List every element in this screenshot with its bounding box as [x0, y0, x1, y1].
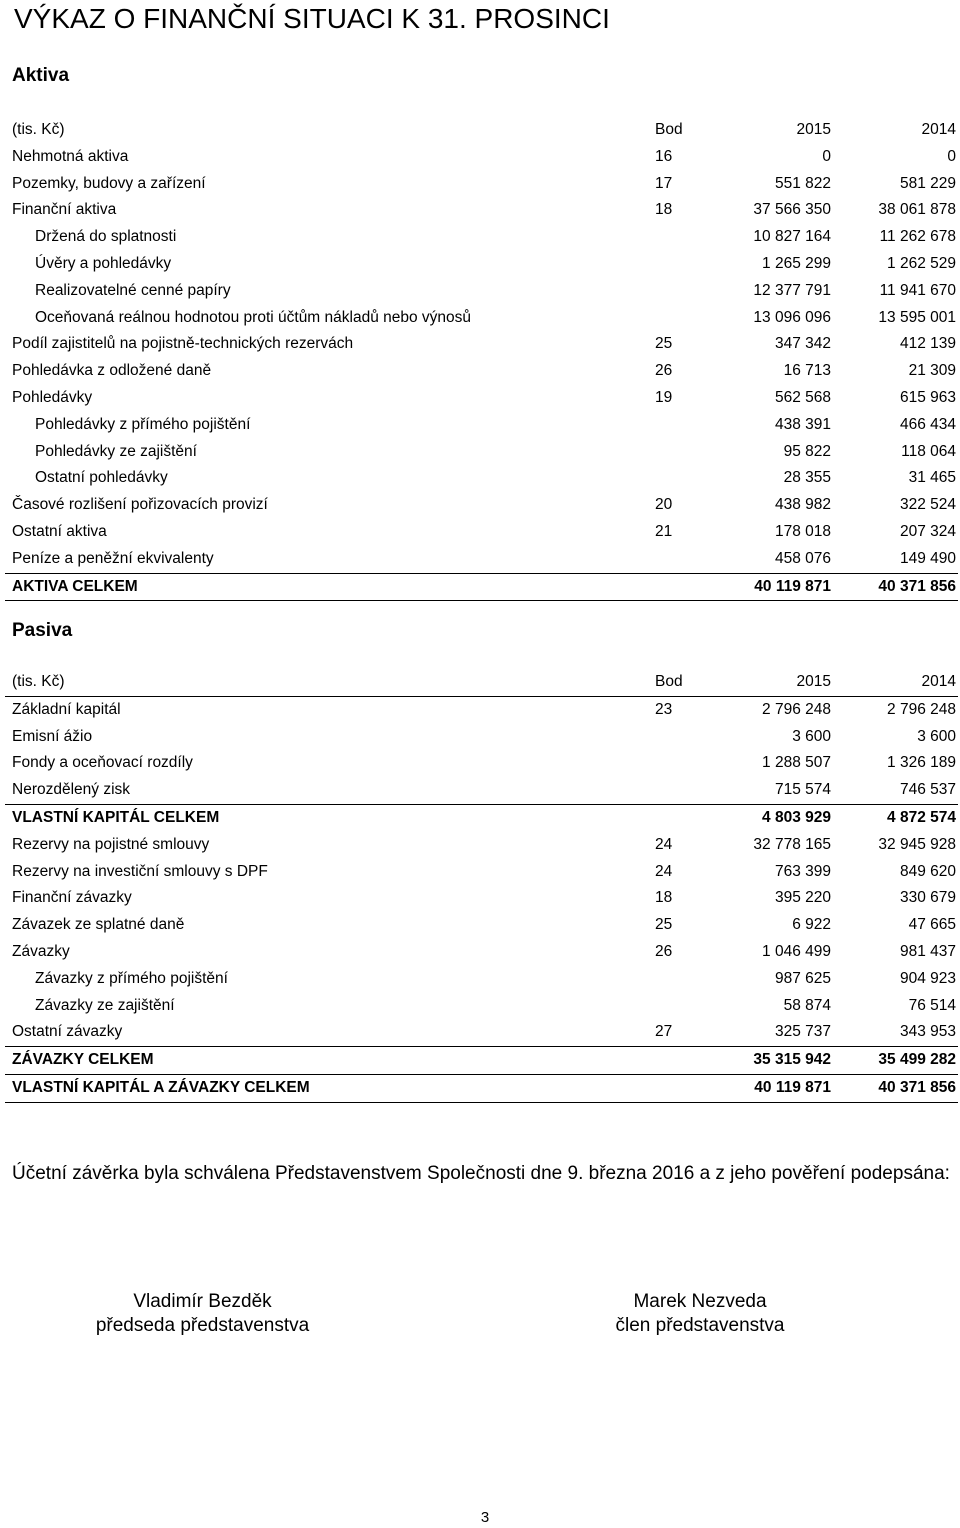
row-label: Úvěry a pohledávky: [35, 254, 172, 272]
value-2014: 3 600: [917, 727, 956, 745]
value-2014: 11 941 670: [879, 281, 956, 299]
value-2015: 395 220: [774, 889, 831, 907]
row-label: Rezervy na investiční smlouvy s DPF: [12, 862, 268, 880]
value-2015: 1 288 507: [762, 754, 831, 772]
value-2015: 1 265 299: [762, 254, 831, 272]
value-2014: 2 796 248: [887, 700, 956, 718]
value-2015: 551 822: [774, 174, 831, 192]
year-2014-header: 2014: [921, 673, 956, 690]
value-2014: 32 945 928: [878, 835, 956, 853]
value-2015: 438 391: [774, 415, 831, 433]
liabilities-table: [5, 669, 958, 1103]
value-2015: 58 874: [783, 996, 831, 1014]
liabilities-table-header: [5, 669, 958, 697]
total-row: [5, 1074, 958, 1103]
value-2014: 1 326 189: [887, 754, 956, 772]
note-ref: 17: [655, 174, 673, 192]
table-row: [5, 331, 958, 358]
row-label: Závazky ze zajištění: [35, 996, 175, 1014]
table-row: [5, 966, 958, 993]
row-label: Ostatní závazky: [12, 1023, 123, 1041]
value-2014: 149 490: [899, 549, 956, 567]
note-ref: 25: [655, 335, 673, 353]
signatory-role: předseda představenstva: [95, 1315, 310, 1336]
row-label: Finanční závazky: [12, 889, 132, 907]
value-2014: 330 679: [899, 889, 956, 907]
row-label: Pohledávky: [12, 388, 93, 406]
note-ref: 27: [655, 1023, 673, 1041]
value-2014: 849 620: [899, 862, 956, 880]
row-label: Závazky z přímého pojištění: [35, 969, 228, 987]
table-row: [5, 885, 958, 912]
value-2014: 21 309: [908, 362, 956, 380]
value-2014: 13 595 001: [878, 308, 956, 326]
value-2014: 207 324: [899, 522, 956, 540]
value-2015: 35 315 942: [753, 1051, 831, 1069]
note-ref: 25: [655, 916, 673, 934]
signatory-name: Marek Nezveda: [633, 1291, 767, 1312]
page-title: VÝKAZ O FINANČNÍ SITUACI K 31. PROSINCI: [14, 3, 610, 34]
row-label: ZÁVAZKY CELKEM: [12, 1051, 154, 1069]
value-2015: 13 096 096: [753, 308, 831, 326]
row-label: Ostatní pohledávky: [35, 469, 168, 487]
liabilities-table-body: [5, 697, 958, 1103]
row-label: VLASTNÍ KAPITÁL A ZÁVAZKY CELKEM: [12, 1078, 310, 1096]
note-ref: 24: [655, 862, 673, 880]
assets-table: [5, 117, 958, 601]
note-ref: 16: [655, 147, 673, 165]
value-2015: 3 600: [792, 727, 831, 745]
table-row: [5, 412, 958, 439]
value-2014: 35 499 282: [878, 1051, 956, 1069]
table-row: [5, 519, 958, 546]
year-2015-header: 2015: [796, 673, 831, 690]
table-row: [5, 171, 958, 198]
table-row: [5, 144, 958, 171]
note-ref: 26: [655, 362, 673, 380]
value-2014: 322 524: [899, 496, 956, 514]
table-row: [5, 385, 958, 412]
row-label: Podíl zajistitelů na pojistně-technických rezervách: [12, 335, 354, 353]
table-row: [5, 305, 958, 332]
table-row: [5, 358, 958, 385]
value-2014: 76 514: [908, 996, 956, 1014]
row-label: Pozemky, budovy a zařízení: [12, 174, 206, 192]
total-row: [5, 1046, 958, 1074]
value-2015: 95 822: [783, 442, 831, 460]
note-ref: 26: [655, 942, 673, 960]
unit-label: (tis. Kč): [12, 121, 65, 138]
table-row: [5, 439, 958, 466]
value-2015: 12 377 791: [753, 281, 831, 299]
row-label: Peníze a peněžní ekvivalenty: [12, 549, 214, 567]
note-ref: 20: [655, 496, 673, 514]
value-2014: 981 437: [899, 942, 956, 960]
year-2015-header: 2015: [796, 121, 831, 138]
value-2014: 47 665: [908, 916, 956, 934]
value-2015: 562 568: [774, 388, 831, 406]
table-row: [5, 546, 958, 573]
year-2014-header: 2014: [921, 121, 956, 138]
value-2015: 347 342: [774, 335, 831, 353]
value-2015: 458 076: [774, 549, 831, 567]
row-label: Pohledávka z odložené daně: [12, 362, 212, 380]
note-ref: 18: [655, 889, 673, 907]
row-label: Ostatní aktiva: [12, 522, 107, 540]
value-2015: 987 625: [774, 969, 831, 987]
value-2015: 178 018: [774, 522, 831, 540]
table-row: [5, 750, 958, 777]
row-label: Nerozdělený zisk: [12, 781, 131, 799]
value-2014: 1 262 529: [887, 254, 956, 272]
assets-table-header: [5, 117, 958, 144]
row-label: Realizovatelné cenné papíry: [35, 281, 231, 299]
row-label: Držená do splatnosti: [35, 228, 177, 246]
row-label: Oceňovaná reálnou hodnotou proti účtům nákladů nebo výnosů: [35, 308, 472, 326]
note-column-header: Bod: [655, 121, 683, 138]
value-2014: 466 434: [899, 415, 956, 433]
table-row: [5, 278, 958, 305]
value-2015: 4 803 929: [762, 808, 831, 826]
value-2015: 32 778 165: [753, 835, 831, 853]
table-row: [5, 465, 958, 492]
signatory-1: [60, 1290, 345, 1338]
row-label: Finanční aktiva: [12, 201, 117, 219]
row-label: Závazek ze splatné daně: [12, 916, 185, 934]
table-row: [5, 993, 958, 1020]
approval-statement: Účetní závěrka byla schválena Představenstvem Společnosti dne 9. března 2016 a z jeho pověření podepsána:: [12, 1163, 950, 1184]
table-row: [5, 859, 958, 886]
total-row: [5, 804, 958, 832]
table-row: [5, 197, 958, 224]
value-2015: 10 827 164: [753, 228, 831, 246]
liabilities-heading: Pasiva: [12, 620, 73, 641]
row-label: Časové rozlišení pořizovacích provizí: [12, 496, 268, 514]
row-label: Rezervy na pojistné smlouvy: [12, 835, 210, 853]
signatory-2: [590, 1290, 810, 1338]
table-row: [5, 912, 958, 939]
value-2015: 37 566 350: [753, 201, 831, 219]
table-row: [5, 492, 958, 519]
signatory-name: Vladimír Bezděk: [133, 1291, 272, 1312]
total-row: [5, 573, 958, 602]
value-2015: 438 982: [774, 496, 831, 514]
assets-table-body: [5, 144, 958, 602]
value-2014: 581 229: [899, 174, 956, 192]
value-2014: 31 465: [908, 469, 956, 487]
value-2015: 40 119 871: [754, 1078, 831, 1096]
value-2014: 11 262 678: [879, 228, 956, 246]
value-2015: 1 046 499: [762, 942, 831, 960]
table-row: [5, 251, 958, 278]
note-column-header: Bod: [655, 673, 683, 690]
value-2015: 28 355: [783, 469, 831, 487]
value-2014: 38 061 878: [878, 201, 956, 219]
table-row: [5, 832, 958, 859]
value-2014: 4 872 574: [887, 808, 956, 826]
value-2015: 2 796 248: [762, 700, 831, 718]
note-ref: 23: [655, 700, 673, 718]
table-row: [5, 224, 958, 251]
table-row: [5, 777, 958, 804]
table-row: [5, 1019, 958, 1046]
value-2014: 40 371 856: [878, 1078, 956, 1096]
row-label: Emisní ážio: [12, 727, 93, 745]
value-2014: 746 537: [899, 781, 956, 799]
row-label: AKTIVA CELKEM: [12, 577, 138, 595]
signatory-role: člen představenstva: [615, 1315, 785, 1336]
row-label: Nehmotná aktiva: [12, 147, 129, 165]
note-ref: 18: [655, 201, 673, 219]
note-ref: 19: [655, 388, 673, 406]
value-2015: 16 713: [783, 362, 831, 380]
row-label: VLASTNÍ KAPITÁL CELKEM: [12, 808, 220, 826]
value-2014: 118 064: [901, 442, 956, 460]
page-number: 3: [480, 1509, 490, 1526]
row-label: Pohledávky z přímého pojištění: [35, 415, 251, 433]
row-label: Základní kapitál: [12, 700, 121, 718]
table-row: [5, 697, 958, 724]
value-2015: 6 922: [792, 916, 831, 934]
row-label: Fondy a oceňovací rozdíly: [12, 754, 193, 772]
value-2014: 904 923: [899, 969, 956, 987]
value-2014: 0: [947, 147, 956, 165]
note-ref: 21: [655, 522, 673, 540]
value-2014: 615 963: [899, 388, 956, 406]
row-label: Závazky: [12, 942, 70, 960]
assets-heading: Aktiva: [12, 65, 70, 86]
value-2014: 40 371 856: [878, 577, 956, 595]
value-2015: 715 574: [774, 781, 831, 799]
value-2015: 325 737: [774, 1023, 831, 1041]
value-2014: 412 139: [899, 335, 956, 353]
table-row: [5, 724, 958, 751]
value-2014: 343 953: [899, 1023, 956, 1041]
note-ref: 24: [655, 835, 673, 853]
table-row: [5, 939, 958, 966]
value-2015: 40 119 871: [754, 577, 831, 595]
unit-label: (tis. Kč): [12, 673, 65, 690]
value-2015: 0: [822, 147, 831, 165]
row-label: Pohledávky ze zajištění: [35, 442, 197, 460]
value-2015: 763 399: [774, 862, 831, 880]
